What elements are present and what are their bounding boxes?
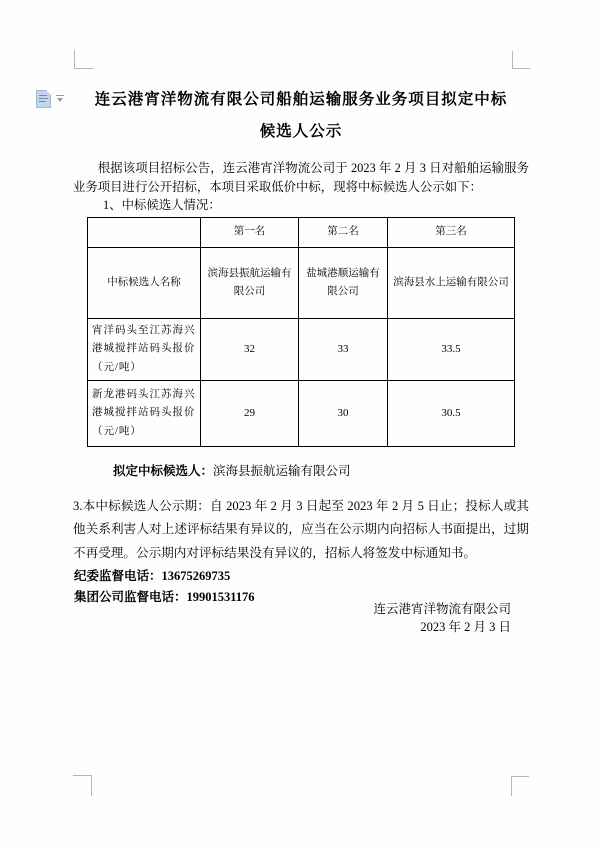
paste-options-button[interactable] bbox=[36, 90, 66, 109]
signature-block bbox=[73, 601, 529, 636]
publicity-period-notice: 3.本中标候选人公示期：自 2023 年 2 月 3 日起至 2023 年 2 月 5 日止；投标人或其他关系利害人对上述评标结果有异议的，应当在公示期内向招标人书面提出，过期不再受理。公示期内对评标结果没有异议的，招标人将签发中标通知书。 bbox=[73, 499, 529, 560]
cell-quote-6: 30.5 bbox=[388, 381, 515, 447]
row-label-candidate-names: 中标候选人名称 bbox=[88, 248, 201, 319]
cell-quote-4: 29 bbox=[201, 381, 299, 447]
text-boundary-mark-top-left bbox=[74, 50, 94, 69]
text-boundary-mark-top-right bbox=[512, 51, 530, 69]
cell-candidate-2: 盐城港顺运输有限公司 bbox=[299, 248, 388, 319]
cell-quote-5: 30 bbox=[299, 381, 388, 447]
intro-paragraph: 根据该项目招标公告，连云港宵洋物流公司于 2023 年 2 月 3 日对船舶运输服务业务项目进行公开招标，本项目采取低价中标，现将中标候选人公示如下： bbox=[73, 161, 529, 194]
intro-section bbox=[73, 159, 529, 215]
proposed-winner-label: 拟定中标候选人： bbox=[113, 464, 214, 478]
intro-item-1: 1、中标候选人情况： bbox=[103, 198, 221, 212]
text-boundary-mark-bottom-right bbox=[511, 776, 529, 796]
proposed-winner-value: 滨海县振航运输有限公司 bbox=[213, 464, 351, 478]
row-label-xiaoyang-quote: 宵洋码头至江苏海兴港城搅拌站码头报价（元/吨） bbox=[88, 319, 201, 381]
header-cell-third: 第三名 bbox=[388, 218, 515, 248]
header-cell-first: 第一名 bbox=[201, 218, 299, 248]
row-label-xinlonggang-quote: 新龙港码头江苏海兴港城搅拌站码头报价（元/吨） bbox=[88, 381, 201, 447]
group-phone-line: 集团公司监督电话：19901531176 bbox=[74, 589, 255, 604]
table-row bbox=[88, 319, 515, 381]
bid-candidates-table bbox=[87, 217, 515, 447]
table-row bbox=[88, 248, 515, 319]
cell-candidate-3: 滨海县水上运输有限公司 bbox=[388, 248, 515, 319]
cell-quote-1: 32 bbox=[201, 319, 299, 381]
cell-candidate-1: 滨海县振航运输有限公司 bbox=[201, 248, 299, 319]
header-cell-empty bbox=[88, 218, 201, 248]
table-row bbox=[88, 381, 515, 447]
page-title-line1: 连云港宵洋物流有限公司船舶运输服务业务项目拟定中标 bbox=[94, 91, 508, 108]
proposed-winner-line bbox=[73, 461, 529, 479]
discipline-phone-line: 纪委监督电话：13675269735 bbox=[74, 569, 231, 583]
cell-quote-2: 33 bbox=[299, 319, 388, 381]
table-header-row bbox=[88, 218, 515, 248]
page-title bbox=[73, 84, 529, 148]
signature-date: 2023 年 2 月 3 日 bbox=[420, 619, 511, 634]
cell-quote-3: 33.5 bbox=[388, 319, 515, 381]
paste-clipboard-icon[interactable] bbox=[36, 90, 51, 108]
page-title-line2: 候选人公示 bbox=[259, 123, 343, 140]
signature-company: 连云港宵洋物流有限公司 bbox=[373, 602, 511, 616]
text-boundary-mark-bottom-left bbox=[73, 775, 92, 796]
header-cell-second: 第二名 bbox=[299, 218, 388, 248]
chevron-down-icon[interactable] bbox=[56, 95, 64, 96]
